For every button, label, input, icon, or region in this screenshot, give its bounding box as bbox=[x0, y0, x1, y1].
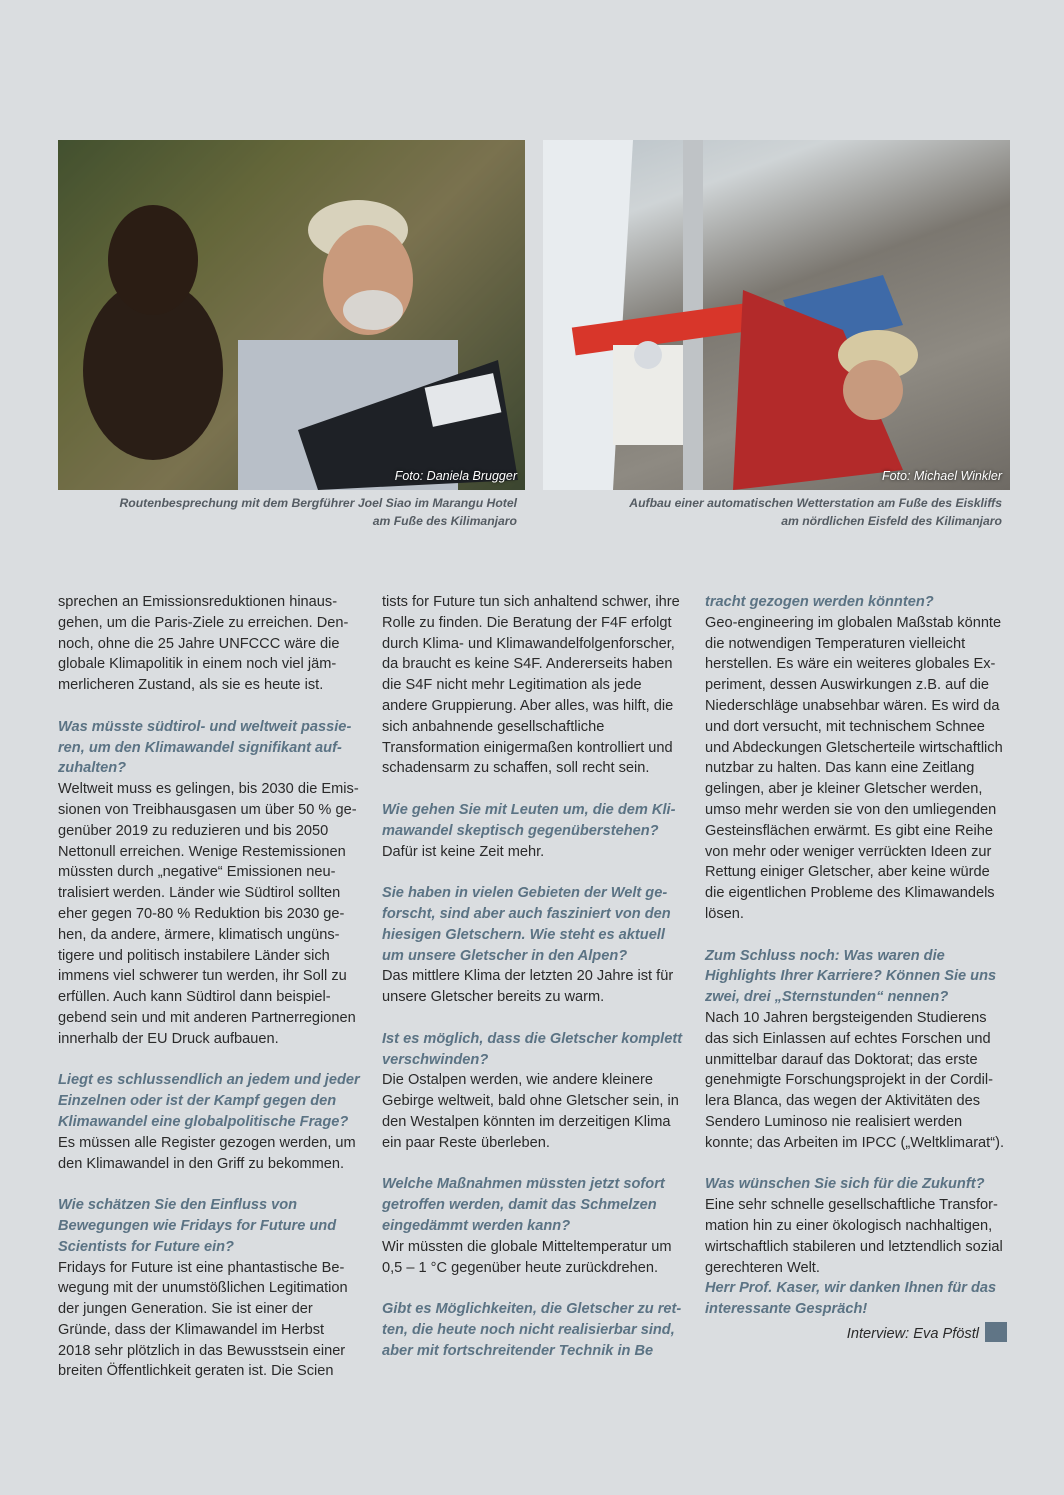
answer-text: sprechen an Emissionsreduktionen hinausgehen, um die Paris-Ziele zu erreichen. Dennoch, ohne die 25 Jahre UNFCCC wäre die globale Klimapolitik in einem noch viel jämmerlicheren Zustand, als sie es heute ist. bbox=[58, 594, 349, 694]
answer-text: tists for Future tun sich anhaltend schwer, ihre Rolle zu finden. Die Beratung der F4F erfolgt durch Klima- und Klimawandelfolgenforscher, da braucht es keine S4F. Andererseits haben die S4F nicht mehr Legitimation als jede andere Gruppierung. Aber alles, was hilft, die sich anbahnende gesellschaftliche Transformation einigermaßen kontrolliert und schadensarm zu schaffen, soll recht sein. bbox=[382, 594, 680, 777]
caption-line: am Fuße des Kilimanjaro bbox=[372, 514, 517, 528]
article-column-1 bbox=[58, 592, 360, 1403]
photo-credit: Foto: Daniela Brugger bbox=[394, 469, 517, 483]
answer-text: Eine sehr schnelle gesellschaftliche Transformation hin zu einer ökologisch nachhaltigen, wirtschaftlich stabileren und letztendlich sozial gerechteren Welt. bbox=[705, 1197, 1003, 1276]
photo-illustration bbox=[58, 140, 525, 490]
photo-caption bbox=[50, 494, 517, 530]
answer-text: Fridays for Future ist eine phantastische Bewegung mit der unumstößlichen Legitimation der jungen Generation. Sie ist einer der Gründe, dass der Klimawandel im Herbst 2018 sehr plötzlich in das Bewusstsein einer breiten Öffentlichkeit geraten ist. Die Scien bbox=[58, 1259, 348, 1380]
interview-question: Was wünschen Sie sich für die Zukunft? bbox=[705, 1176, 985, 1193]
photo-weather-station bbox=[543, 140, 1010, 490]
interview-signoff bbox=[705, 1322, 1007, 1345]
interview-question: Welche Maßnahmen müssten jetzt sofort getroffen werden, damit das Schmelzen eingedämmt werden kann? bbox=[382, 1176, 665, 1234]
answer-text: Es müssen alle Register gezogen werden, um den Klimawandel in den Griff zu bekommen. bbox=[58, 1134, 356, 1172]
interview-question: Gibt es Möglichkeiten, die Gletscher zu retten, die heute noch nicht realisierbar sind, aber mit fortschreitender Technik in Be bbox=[382, 1301, 682, 1359]
answer-text: Das mittlere Klima der letzten 20 Jahre ist für unsere Gletscher bereits zu warm. bbox=[382, 968, 674, 1006]
caption-line: Routenbesprechung mit dem Bergführer Joel Siao im Marangu Hotel bbox=[119, 496, 517, 510]
photo-route-meeting bbox=[58, 140, 525, 490]
caption-line: Aufbau einer automatischen Wetterstation am Fuße des Eiskliffs bbox=[629, 496, 1002, 510]
photo-credit: Foto: Michael Winkler bbox=[881, 469, 1002, 483]
article-column-3 bbox=[705, 592, 1007, 1365]
answer-text: Weltweit muss es gelingen, bis 2030 die Emissionen von Treibhausgasen um über 50 % gegenüber 2019 zu reduzieren und bis 2050 Nettonull erreichen. Wenige Restemissionen müssten durch „negative“ Emissionen neutralisiert werden. Länder wie Südtirol sollten eher gegen 70-80 % Reduktion bis 2030 gehen, da andere, ärmere, klimatisch ungünstigere und politisch instabilere Länder sich immens viel schwerer tun werden, ihr Soll zu erfüllen. Auch kann Südtirol dann beispielgebend sein und mit anderen Partnerregionen innerhalb der EU Druck aufbauen. bbox=[58, 781, 359, 1047]
answer-text: Nach 10 Jahren bergsteigenden Studierens das sich Einlassen auf echtes Forschen und unmittelbar darauf das Doktorat; das erste genehmigte Forschungsprojekt in der Cordillera Blanca, das wegen der Aktivitäten des Sendero Luminoso nie realisiert werden konnte; das Arbeiten im IPCC („Weltklimarat“). bbox=[705, 1009, 1004, 1151]
answer-text: Geo-engineering im globalen Maßstab könnte die notwendigen Temperaturen vielleicht herstellen. Es wäre ein weiteres globales Experiment, dessen Auswirkungen z.B. auf die Niederschläge unabsehbar wären. Es wird da und dort versucht, mit technischem Schnee und Abdeckungen Gletscherteile wirtschaftlich nutzbar zu halten. Das kann eine Zeitlang gelingen, aber je kleiner Gletscher werden, umso mehr werden sie von den umliegenden Gesteinsflächen erwärmt. Es gibt eine Reihe von mehr oder weniger verrückten Ideen zur Rettung einiger Gletscher, aber keine würde die eigentlichen Probleme des Klimawandels lösen. bbox=[705, 614, 1003, 922]
caption-line: am nördlichen Eisfeld des Kilimanjaro bbox=[781, 514, 1002, 528]
photo-illustration bbox=[543, 140, 1010, 490]
interview-question: Was müsste südtirol- und weltweit passieren, um den Klimawandel signifikant aufzuhalten? bbox=[58, 718, 352, 777]
interview-question: Ist es möglich, dass die Gletscher komplett verschwinden? bbox=[382, 1030, 683, 1068]
answer-text: Die Ostalpen werden, wie andere kleinere Gebirge weltweit, bald ohne Gletscher sein, in den Westalpen könnten im derzeitigen Klima ein paar Reste überleben. bbox=[382, 1072, 679, 1151]
signoff-text: Interview: Eva Pföstl bbox=[846, 1325, 979, 1342]
interview-question: Zum Schluss noch: Was waren die Highlights Ihrer Karriere? Können Sie uns zwei, drei „Sternstunden“ nennen? bbox=[705, 947, 997, 1006]
photo-caption bbox=[535, 494, 1002, 530]
interview-question: Liegt es schlussendlich an jedem und jeder Einzelnen oder ist der Kampf gegen den Klimawandel eine globalpolitische Frage? bbox=[58, 1072, 360, 1130]
interview-question: tracht gezogen werden könnten? bbox=[705, 594, 934, 610]
answer-text: Wir müssten die globale Mitteltemperatur um 0,5 – 1 °C gegenüber heute zurückdrehen. bbox=[382, 1238, 672, 1276]
closing-thanks: Herr Prof. Kaser, wir danken Ihnen für das interessante Gespräch! bbox=[705, 1280, 997, 1318]
interview-question: Sie haben in vielen Gebieten der Welt geforscht, sind aber auch fasziniert von den hiesigen Gletschern. Wie steht es aktuell um unsere Gletscher in den Alpen? bbox=[382, 885, 671, 964]
article-column-2 bbox=[382, 592, 684, 1382]
answer-text: Dafür ist keine Zeit mehr. bbox=[382, 843, 545, 860]
end-mark bbox=[985, 1322, 1007, 1342]
interview-question: Wie schätzen Sie den Einfluss von Bewegungen wie Fridays for Future und Scientists for Future ein? bbox=[58, 1197, 337, 1255]
interview-question: Wie gehen Sie mit Leuten um, die dem Klimawandel skeptisch gegenüberstehen? bbox=[382, 801, 676, 839]
